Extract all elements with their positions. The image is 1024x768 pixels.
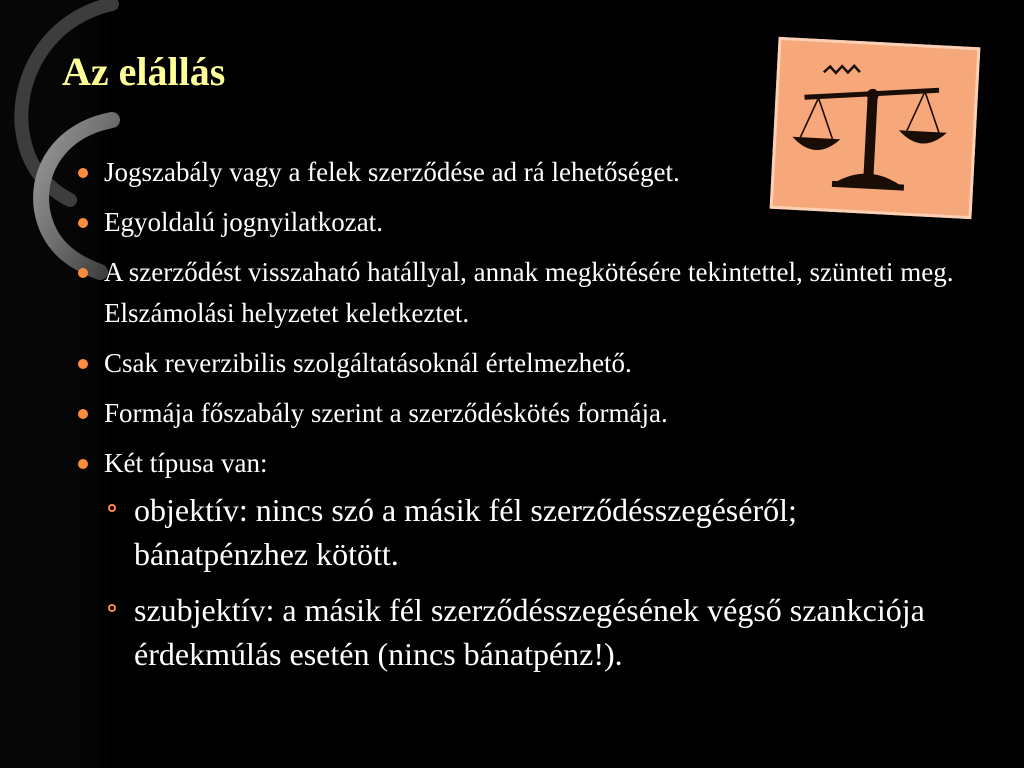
list-item bbox=[76, 443, 976, 676]
list-item bbox=[76, 343, 976, 384]
bullet-text: Csak reverzibilis szolgáltatásoknál értelmezhető. bbox=[104, 348, 632, 378]
bullet-text: Jogszabály vagy a felek szerződése ad rá lehetőséget. bbox=[104, 157, 680, 187]
sub-bullet-ring bbox=[108, 604, 116, 612]
bullet-content bbox=[76, 152, 976, 688]
sub-bullet-ring bbox=[108, 504, 116, 512]
list-item bbox=[76, 202, 976, 243]
bullet-text: A szerződést visszaható hatállyal, annak megkötésére tekintettel, szünteti meg. Elszámolási helyzetet keletkeztet. bbox=[104, 257, 954, 328]
list-item bbox=[76, 393, 976, 434]
bullet-dot bbox=[78, 218, 88, 228]
list-item bbox=[76, 152, 976, 193]
list-item bbox=[76, 252, 976, 334]
bullet-text: Formája főszabály szerint a szerződéskötés formája. bbox=[104, 398, 668, 428]
bullet-dot bbox=[78, 359, 88, 369]
bullet-list bbox=[76, 152, 976, 676]
bullet-dot bbox=[78, 409, 88, 419]
sub-bullet-text: szubjektív: a másik fél szerződésszegésének végső szankciója érdekmúlás esetén (nincs bánatpénz!). bbox=[134, 592, 925, 672]
bullet-dot bbox=[78, 268, 88, 278]
bullet-dot bbox=[78, 459, 88, 469]
sub-bullet-text: objektív: nincs szó a másik fél szerződésszegéséről; bánatpénzhez kötött. bbox=[134, 492, 797, 572]
sub-list-item bbox=[76, 588, 976, 676]
slide-title: Az elállás bbox=[62, 49, 226, 94]
bullet-text: Két típusa van: bbox=[104, 448, 268, 478]
sub-list-item bbox=[76, 488, 976, 576]
bullet-text: Egyoldalú jognyilatkozat. bbox=[104, 207, 383, 237]
bullet-dot bbox=[78, 168, 88, 178]
sub-bullet-list bbox=[104, 488, 976, 676]
